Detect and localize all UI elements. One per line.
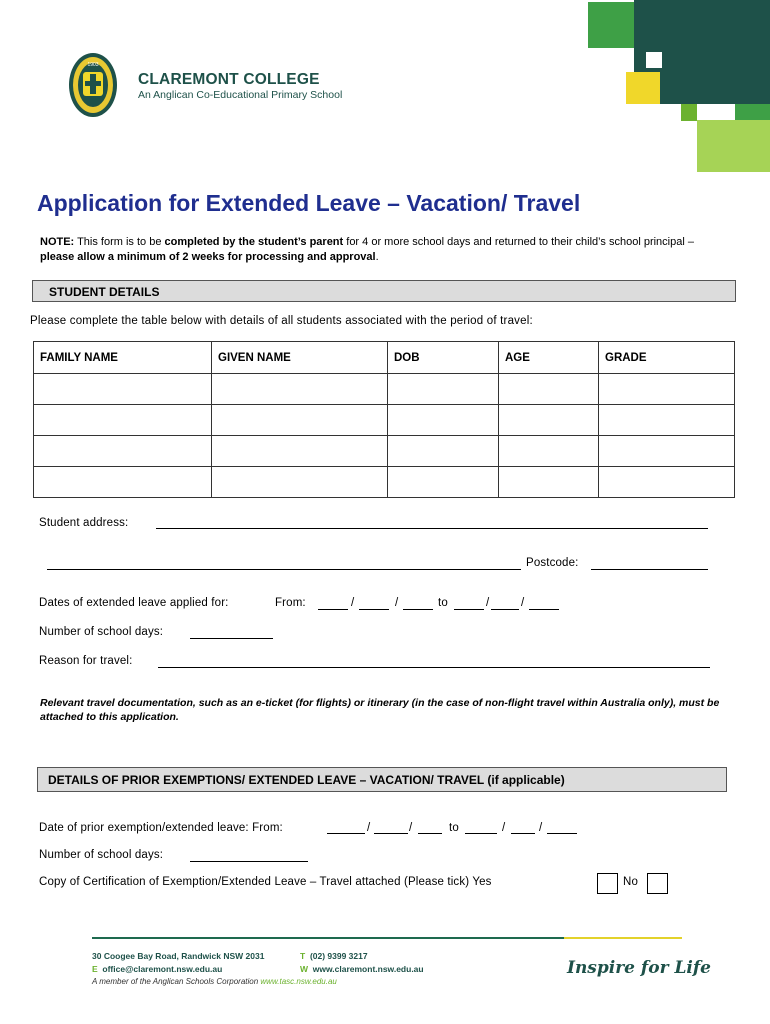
tasc-link[interactable]: www.tasc.nsw.edu.au — [260, 977, 337, 986]
leave-from-month[interactable] — [359, 609, 389, 610]
prior-to-day[interactable] — [465, 833, 497, 834]
prior-exemptions-heading: DETAILS OF PRIOR EXEMPTIONS/ EXTENDED LEAVE – VACATION/ TRAVEL (if applicable) — [48, 773, 565, 787]
student-table-intro: Please complete the table below with details of all students associated with the period of travel: — [30, 315, 533, 327]
table-cell[interactable] — [499, 436, 599, 467]
school-days-field[interactable] — [190, 638, 273, 639]
college-subtitle: An Anglican Co-Educational Primary School — [138, 89, 343, 101]
leave-from-label: From: — [275, 597, 306, 609]
note-label: NOTE: — [40, 236, 75, 248]
table-cell[interactable] — [34, 436, 212, 467]
prior-school-days-label: Number of school days: — [39, 849, 164, 861]
date-separator: / — [521, 597, 525, 609]
reason-field[interactable] — [158, 667, 710, 668]
table-cell[interactable] — [599, 467, 735, 498]
prior-to-label: to — [449, 822, 459, 834]
member-text: A member of the Anglican Schools Corporation — [92, 977, 261, 986]
reason-label: Reason for travel: — [39, 655, 133, 667]
table-cell[interactable] — [388, 374, 499, 405]
column-header-grade: GRADE — [599, 342, 735, 374]
leave-to-month[interactable] — [491, 609, 519, 610]
prior-date-label: Date of prior exemption/extended leave: From: — [39, 822, 283, 834]
footer-phone — [300, 951, 368, 961]
date-separator: / — [395, 597, 399, 609]
college-name: CLAREMONT COLLEGE — [138, 71, 320, 88]
leave-from-year[interactable] — [403, 609, 433, 610]
prior-to-month[interactable] — [511, 833, 535, 834]
footer-website-link[interactable]: www.claremont.nsw.edu.au — [312, 964, 424, 974]
college-crest-logo — [68, 52, 118, 118]
crest-year: 1903 — [87, 62, 99, 68]
note-bold-1: completed by the student’s parent — [164, 236, 344, 248]
postcode-label: Postcode: — [526, 557, 579, 569]
table-cell[interactable] — [388, 436, 499, 467]
note-bold-2: please allow a minimum of 2 weeks for processing and approval — [40, 251, 376, 263]
yes-checkbox[interactable] — [597, 873, 618, 894]
table-row — [34, 405, 735, 436]
table-cell[interactable] — [499, 467, 599, 498]
no-checkbox[interactable] — [647, 873, 668, 894]
student-address-line-2[interactable] — [47, 569, 521, 570]
table-cell[interactable] — [499, 374, 599, 405]
date-separator: / — [502, 822, 506, 834]
table-row — [34, 436, 735, 467]
decor-square-white — [646, 52, 662, 68]
prior-to-year[interactable] — [547, 833, 577, 834]
certification-label: Copy of Certification of Exemption/Extended Leave – Travel attached (Please tick) Yes — [39, 876, 492, 888]
table-cell[interactable] — [212, 436, 388, 467]
date-separator: / — [409, 822, 413, 834]
table-row — [34, 374, 735, 405]
form-title: Application for Extended Leave – Vacation/ Travel — [37, 190, 581, 216]
prior-from-day[interactable] — [327, 833, 365, 834]
footer-divider-green — [92, 937, 564, 939]
table-cell[interactable] — [34, 374, 212, 405]
note-text-2: for 4 or more school days and returned to their child’s school principal – — [343, 236, 694, 248]
footer-divider-yellow — [564, 937, 682, 939]
table-row — [34, 467, 735, 498]
postcode-field[interactable] — [591, 569, 708, 570]
table-cell[interactable] — [212, 405, 388, 436]
student-address-line-1[interactable] — [156, 528, 708, 529]
decor-square-white2 — [698, 104, 714, 120]
school-days-label: Number of school days: — [39, 626, 164, 638]
decor-square-yellow — [626, 72, 660, 104]
date-separator: / — [367, 822, 371, 834]
student-address-label: Student address: — [39, 517, 129, 529]
column-header-dob: DOB — [388, 342, 499, 374]
decor-square-lightgreen-small — [681, 104, 697, 121]
date-separator: / — [351, 597, 355, 609]
footer-email — [92, 964, 222, 974]
form-note — [40, 235, 730, 265]
table-cell[interactable] — [212, 374, 388, 405]
prior-school-days-field[interactable] — [190, 861, 308, 862]
date-separator: / — [539, 822, 543, 834]
table-cell[interactable] — [499, 405, 599, 436]
table-cell[interactable] — [388, 467, 499, 498]
student-details-header — [32, 280, 736, 302]
no-label: No — [623, 876, 639, 888]
column-header-given-name: GIVEN NAME — [212, 342, 388, 374]
leave-from-day[interactable] — [318, 609, 348, 610]
table-cell[interactable] — [34, 467, 212, 498]
footer-website — [300, 964, 424, 974]
column-header-age: AGE — [499, 342, 599, 374]
footer-email-link[interactable]: office@claremont.nsw.edu.au — [102, 964, 223, 974]
phone-prefix: T — [300, 951, 306, 961]
student-details-heading: STUDENT DETAILS — [49, 285, 160, 299]
note-text-1: This form is to be — [74, 236, 165, 248]
leave-to-day[interactable] — [454, 609, 484, 610]
table-cell[interactable] — [212, 467, 388, 498]
decor-square-green — [588, 2, 634, 48]
table-cell[interactable] — [599, 405, 735, 436]
leave-to-label: to — [438, 597, 448, 609]
table-cell[interactable] — [34, 405, 212, 436]
footer-phone-number: (02) 9399 3217 — [309, 951, 368, 961]
documentation-note: Relevant travel documentation, such as an e-ticket (for flights) or itinerary (in the case of non-flight travel within Australia only), must be attached to this application. — [40, 697, 720, 723]
table-cell[interactable] — [599, 374, 735, 405]
footer-tagline: Inspire for Life — [567, 958, 711, 978]
web-prefix: W — [300, 964, 309, 974]
prior-from-month[interactable] — [374, 833, 408, 834]
prior-from-year[interactable] — [418, 833, 442, 834]
note-text-3: . — [375, 251, 379, 263]
table-cell[interactable] — [388, 405, 499, 436]
prior-exemptions-header — [37, 767, 727, 792]
student-details-table — [33, 341, 735, 498]
date-separator: / — [486, 597, 490, 609]
leave-dates-label: Dates of extended leave applied for: — [39, 597, 229, 609]
footer-member-note — [92, 977, 337, 986]
leave-to-year[interactable] — [529, 609, 559, 610]
footer-address: 30 Coogee Bay Road, Randwick NSW 2031 — [92, 951, 265, 961]
email-prefix: E — [92, 964, 98, 974]
table-cell[interactable] — [599, 436, 735, 467]
table-header-row — [34, 342, 735, 374]
decor-square-lightgreen-big — [697, 120, 770, 172]
column-header-family-name: FAMILY NAME — [34, 342, 212, 374]
